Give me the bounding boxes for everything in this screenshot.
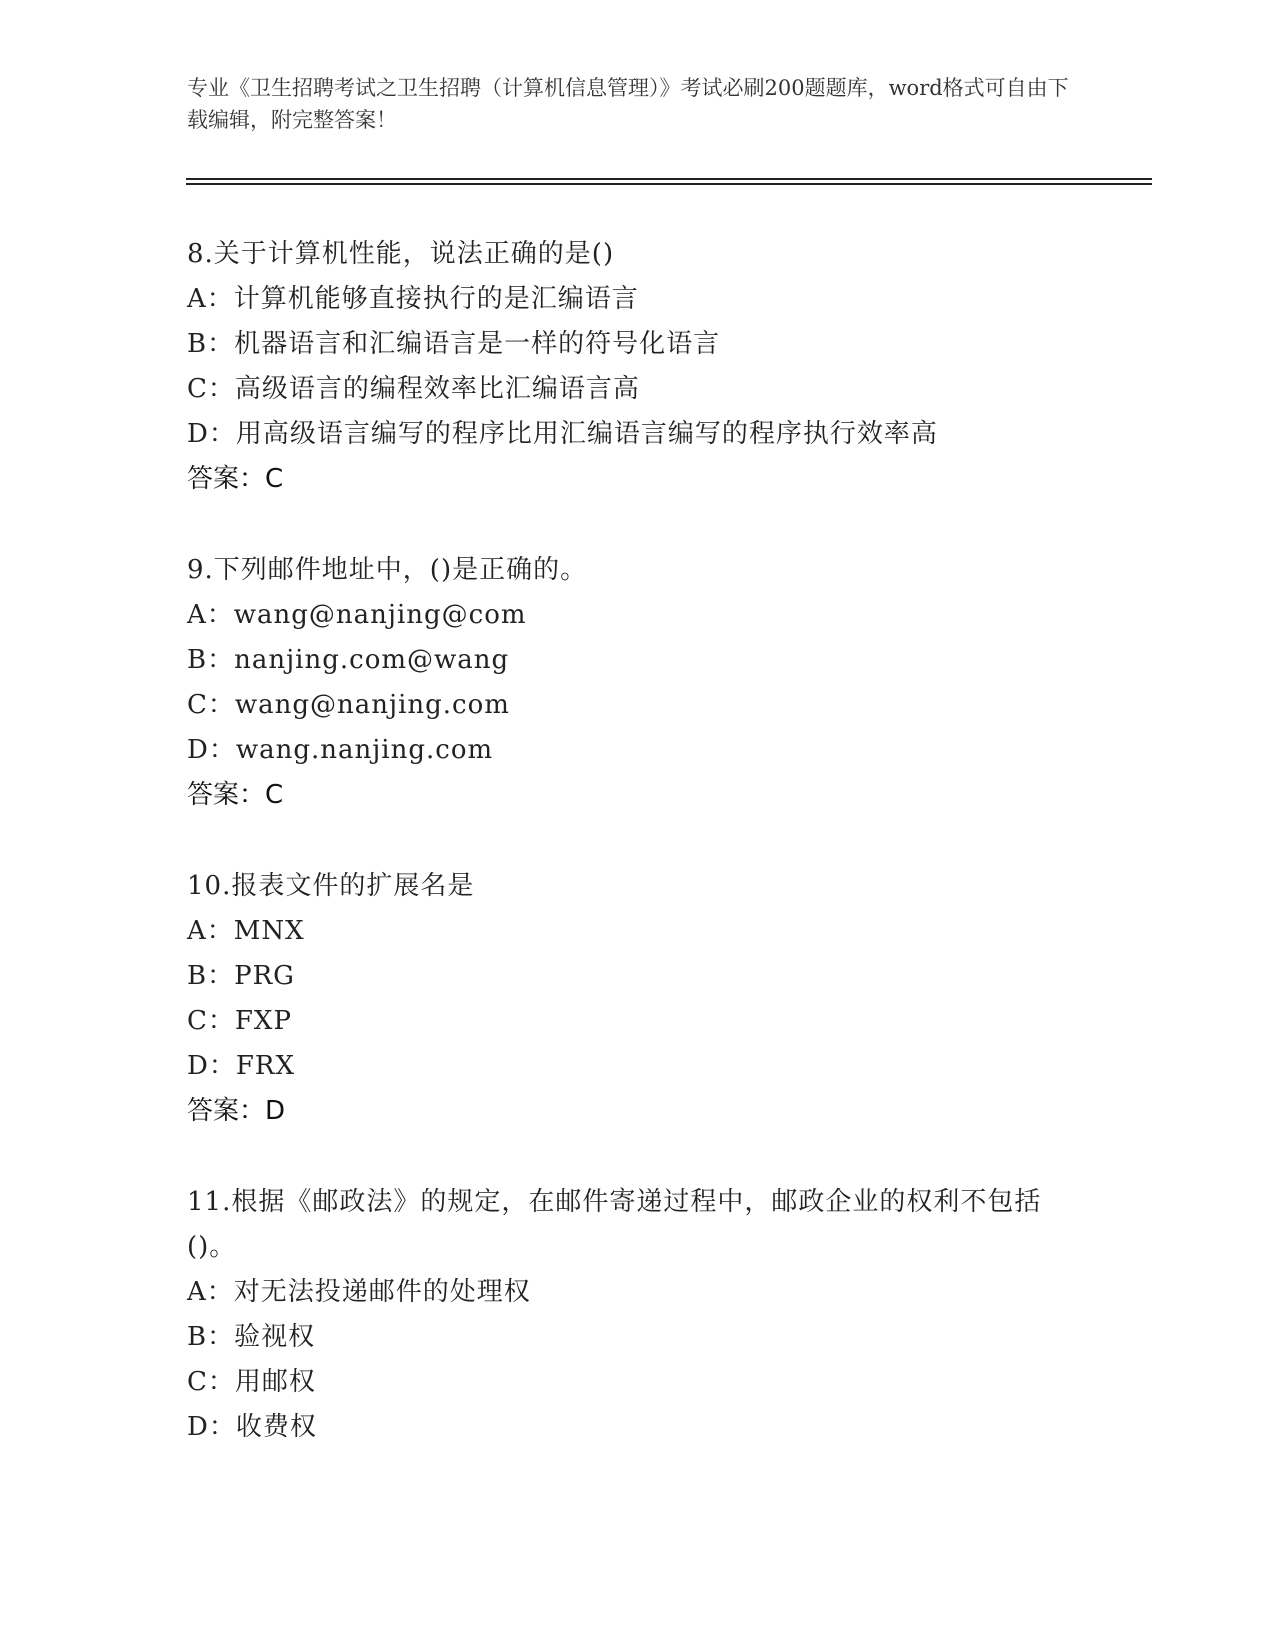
header-divider-bottom <box>186 183 1152 185</box>
answer-line: 答案：D <box>187 1096 286 1126</box>
answer-line: 答案：C <box>187 464 284 494</box>
option-c: C：wang@nanjing.com <box>187 690 510 720</box>
header-divider-top <box>186 178 1152 180</box>
question-stem: 9.下列邮件地址中，()是正确的。 <box>187 555 588 585</box>
option-d: D：用高级语言编写的程序比用汇编语言编写的程序执行效率高 <box>187 419 938 449</box>
option-d: D：收费权 <box>187 1412 317 1442</box>
document-header: 专业《卫生招聘考试之卫生招聘（计算机信息管理）》考试必刷200题题库，word格式可自由下载编辑，附完整答案！ <box>187 76 1069 132</box>
question-block-10 <box>187 864 1087 1134</box>
option-b: B：机器语言和汇编语言是一样的符号化语言 <box>187 329 721 359</box>
option-a: A：MNX <box>187 916 305 946</box>
answer-line: 答案：C <box>187 780 284 810</box>
option-b: B：PRG <box>187 961 295 991</box>
option-d: D：FRX <box>187 1051 295 1081</box>
option-c: C：用邮权 <box>187 1367 316 1397</box>
option-b: B：nanjing.com@wang <box>187 645 510 675</box>
question-block-11 <box>187 1180 1087 1450</box>
question-block-9 <box>187 548 1087 818</box>
option-d: D：wang.nanjing.com <box>187 735 494 765</box>
question-stem: 8.关于计算机性能，说法正确的是() <box>187 239 615 269</box>
option-a: A：对无法投递邮件的处理权 <box>187 1277 531 1307</box>
option-a: A：计算机能够直接执行的是汇编语言 <box>187 284 639 314</box>
question-stem: 10.报表文件的扩展名是 <box>187 871 475 901</box>
question-block-8 <box>187 232 1087 502</box>
option-b: B：验视权 <box>187 1322 316 1352</box>
option-a: A：wang@nanjing@com <box>187 600 527 630</box>
option-c: C：FXP <box>187 1006 292 1036</box>
question-stem: 11.根据《邮政法》的规定，在邮件寄递过程中，邮政企业的权利不包括()。 <box>187 1187 1042 1262</box>
option-c: C：高级语言的编程效率比汇编语言高 <box>187 374 640 404</box>
